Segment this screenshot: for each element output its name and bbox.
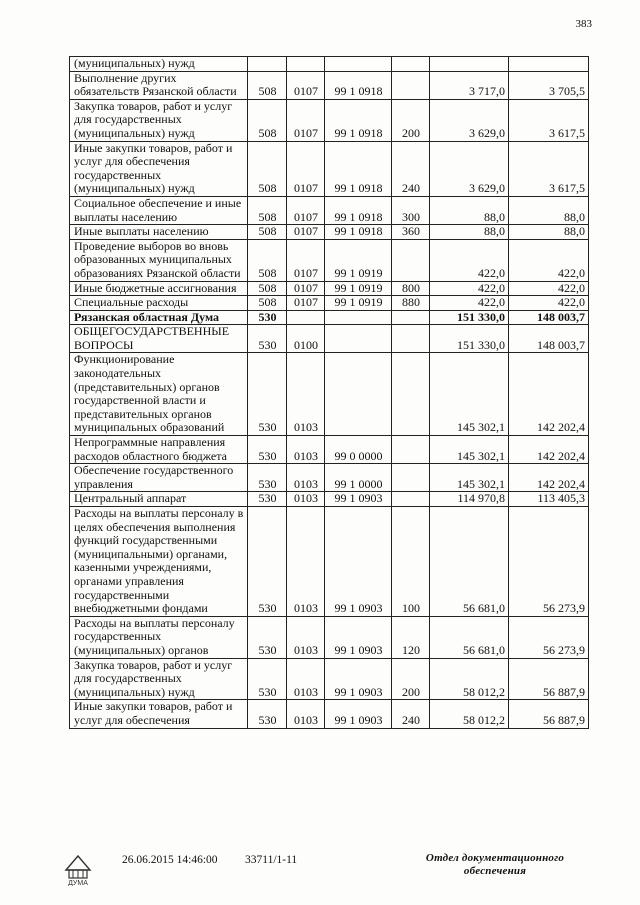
- row-value-1: 151 330,0: [430, 310, 509, 325]
- row-value-2: 148 003,7: [509, 325, 589, 353]
- row-section: 0107: [287, 296, 325, 311]
- row-value-1: 151 330,0: [430, 325, 509, 353]
- row-section: 0107: [287, 99, 325, 141]
- table-row: [70, 296, 589, 311]
- row-value-2: 113 405,3: [509, 492, 589, 507]
- row-type: 800: [392, 281, 430, 296]
- row-value-2: 88,0: [509, 225, 589, 240]
- row-name: Функционирование законодательных (представительных) органов государственной власти и представительных органов муниципальных образований: [70, 353, 248, 436]
- row-name: Проведение выборов во вновь образованных муниципальных образованиях Рязанской области: [70, 239, 248, 281]
- row-section: 0107: [287, 196, 325, 224]
- row-code: 530: [248, 325, 287, 353]
- row-name: Рязанская областная Дума: [70, 310, 248, 325]
- row-code: 508: [248, 196, 287, 224]
- row-item: 99 1 0903: [325, 700, 392, 728]
- row-name: Центральный аппарат: [70, 492, 248, 507]
- row-section: 0100: [287, 325, 325, 353]
- row-section: 0103: [287, 492, 325, 507]
- table-row: [70, 141, 589, 196]
- row-value-2: 56 887,9: [509, 700, 589, 728]
- row-value-1: 422,0: [430, 296, 509, 311]
- row-type: [392, 353, 430, 436]
- logo-text: ДУМА: [68, 880, 88, 886]
- row-item: 99 1 0919: [325, 239, 392, 281]
- row-section: 0107: [287, 239, 325, 281]
- table-row: [70, 700, 589, 728]
- row-name: Расходы на выплаты персоналу в целях обеспечения выполнения функций государственными (муниципальными) органами, казенными учреждениями, органами управления государственными внебюджетными фондами: [70, 507, 248, 617]
- footer-department: Отдел документационного обеспечения: [425, 852, 565, 877]
- row-code: 530: [248, 464, 287, 492]
- row-value-1: 422,0: [430, 281, 509, 296]
- row-type: 300: [392, 196, 430, 224]
- row-item: 99 1 0903: [325, 658, 392, 700]
- row-code: [248, 57, 287, 72]
- table-row: [70, 616, 589, 658]
- table-row: [70, 436, 589, 464]
- row-code: 508: [248, 99, 287, 141]
- row-item: 99 1 0903: [325, 616, 392, 658]
- row-section: [287, 310, 325, 325]
- row-value-1: 145 302,1: [430, 353, 509, 436]
- row-code: 508: [248, 281, 287, 296]
- row-value-1: 145 302,1: [430, 436, 509, 464]
- table-row: [70, 464, 589, 492]
- table-row: [70, 239, 589, 281]
- table-row: [70, 57, 589, 72]
- table-row: [70, 492, 589, 507]
- row-type: 100: [392, 507, 430, 617]
- row-name: Социальное обеспечение и иные выплаты населению: [70, 196, 248, 224]
- row-value-2: [509, 57, 589, 72]
- row-type: 200: [392, 99, 430, 141]
- table-row: [70, 658, 589, 700]
- row-type: 240: [392, 700, 430, 728]
- row-value-2: 422,0: [509, 239, 589, 281]
- row-value-1: 422,0: [430, 239, 509, 281]
- row-type: 200: [392, 658, 430, 700]
- row-type: 240: [392, 141, 430, 196]
- duma-emblem-icon: [58, 850, 98, 886]
- row-item: 99 1 0918: [325, 99, 392, 141]
- row-name: Иные закупки товаров, работ и услуг для обеспечения государственных (муниципальных) нужд: [70, 141, 248, 196]
- row-value-1: 3 629,0: [430, 99, 509, 141]
- row-value-2: 88,0: [509, 196, 589, 224]
- row-value-2: 422,0: [509, 296, 589, 311]
- row-value-1: 114 970,8: [430, 492, 509, 507]
- row-type: [392, 310, 430, 325]
- row-item: 99 1 0918: [325, 225, 392, 240]
- row-name: Иные выплаты населению: [70, 225, 248, 240]
- row-section: 0107: [287, 281, 325, 296]
- row-code: 508: [248, 141, 287, 196]
- row-value-2: 142 202,4: [509, 436, 589, 464]
- row-value-1: 58 012,2: [430, 700, 509, 728]
- row-name: Иные закупки товаров, работ и услуг для обеспечения: [70, 700, 248, 728]
- row-item: [325, 57, 392, 72]
- row-section: 0103: [287, 700, 325, 728]
- row-section: 0107: [287, 71, 325, 99]
- table-row: [70, 353, 589, 436]
- row-value-2: 142 202,4: [509, 464, 589, 492]
- row-code: 530: [248, 507, 287, 617]
- row-item: 99 1 0918: [325, 196, 392, 224]
- footer-datetime: 26.06.2015 14:46:00: [122, 854, 218, 866]
- row-type: 880: [392, 296, 430, 311]
- row-value-2: 3 617,5: [509, 99, 589, 141]
- row-value-1: 88,0: [430, 225, 509, 240]
- row-code: 530: [248, 700, 287, 728]
- row-code: 508: [248, 225, 287, 240]
- table-row: [70, 507, 589, 617]
- row-value-2: 56 273,9: [509, 616, 589, 658]
- row-section: 0103: [287, 436, 325, 464]
- table-row: [70, 310, 589, 325]
- row-value-1: 58 012,2: [430, 658, 509, 700]
- row-value-2: 56 887,9: [509, 658, 589, 700]
- table-row: [70, 71, 589, 99]
- table-row: [70, 196, 589, 224]
- row-type: [392, 436, 430, 464]
- row-name: Закупка товаров, работ и услуг для государственных (муниципальных) нужд: [70, 99, 248, 141]
- row-section: 0103: [287, 353, 325, 436]
- row-type: [392, 492, 430, 507]
- row-value-1: 3 629,0: [430, 141, 509, 196]
- table-row: [70, 325, 589, 353]
- row-value-2: 56 273,9: [509, 507, 589, 617]
- row-code: 530: [248, 436, 287, 464]
- row-item: 99 1 0000: [325, 464, 392, 492]
- row-name: Закупка товаров, работ и услуг для государственных (муниципальных) нужд: [70, 658, 248, 700]
- row-item: [325, 310, 392, 325]
- row-type: [392, 57, 430, 72]
- row-section: 0103: [287, 658, 325, 700]
- row-value-1: 145 302,1: [430, 464, 509, 492]
- row-name: (муниципальных) нужд: [70, 57, 248, 72]
- row-section: 0107: [287, 225, 325, 240]
- row-code: 508: [248, 71, 287, 99]
- row-value-2: 148 003,7: [509, 310, 589, 325]
- row-value-1: 88,0: [430, 196, 509, 224]
- row-item: 99 1 0903: [325, 507, 392, 617]
- row-code: 508: [248, 239, 287, 281]
- row-value-1: 56 681,0: [430, 616, 509, 658]
- row-type: [392, 325, 430, 353]
- row-section: 0103: [287, 507, 325, 617]
- row-type: 120: [392, 616, 430, 658]
- row-type: [392, 71, 430, 99]
- table-row: [70, 225, 589, 240]
- row-code: 530: [248, 658, 287, 700]
- row-value-1: 3 717,0: [430, 71, 509, 99]
- row-code: 530: [248, 353, 287, 436]
- row-name: Расходы на выплаты персоналу государственных (муниципальных) органов: [70, 616, 248, 658]
- row-code: 530: [248, 310, 287, 325]
- row-value-1: 56 681,0: [430, 507, 509, 617]
- row-value-2: 422,0: [509, 281, 589, 296]
- row-value-2: 3 705,5: [509, 71, 589, 99]
- row-item: 99 1 0919: [325, 281, 392, 296]
- row-item: 99 1 0918: [325, 71, 392, 99]
- row-section: [287, 57, 325, 72]
- row-name: Непрограммные направления расходов областного бюджета: [70, 436, 248, 464]
- table-row: [70, 281, 589, 296]
- footer-doc-number: 33711/1-11: [245, 854, 298, 866]
- budget-table: [69, 56, 589, 729]
- row-section: 0107: [287, 141, 325, 196]
- row-name: Выполнение других обязательств Рязанской области: [70, 71, 248, 99]
- row-section: 0103: [287, 464, 325, 492]
- table-row: [70, 99, 589, 141]
- row-code: 530: [248, 492, 287, 507]
- row-name: Специальные расходы: [70, 296, 248, 311]
- row-item: 99 1 0903: [325, 492, 392, 507]
- row-name: Обеспечение государственного управления: [70, 464, 248, 492]
- row-type: [392, 464, 430, 492]
- page-number: 383: [575, 18, 592, 30]
- row-item: 99 1 0918: [325, 141, 392, 196]
- row-item: 99 1 0919: [325, 296, 392, 311]
- row-name: Иные бюджетные ассигнования: [70, 281, 248, 296]
- row-item: [325, 325, 392, 353]
- row-code: 508: [248, 296, 287, 311]
- row-type: [392, 239, 430, 281]
- row-item: [325, 353, 392, 436]
- row-value-2: 3 617,5: [509, 141, 589, 196]
- row-value-2: 142 202,4: [509, 353, 589, 436]
- row-code: 530: [248, 616, 287, 658]
- row-section: 0103: [287, 616, 325, 658]
- row-item: 99 0 0000: [325, 436, 392, 464]
- row-name: ОБЩЕГОСУДАРСТВЕННЫЕ ВОПРОСЫ: [70, 325, 248, 353]
- row-type: 360: [392, 225, 430, 240]
- row-value-1: [430, 57, 509, 72]
